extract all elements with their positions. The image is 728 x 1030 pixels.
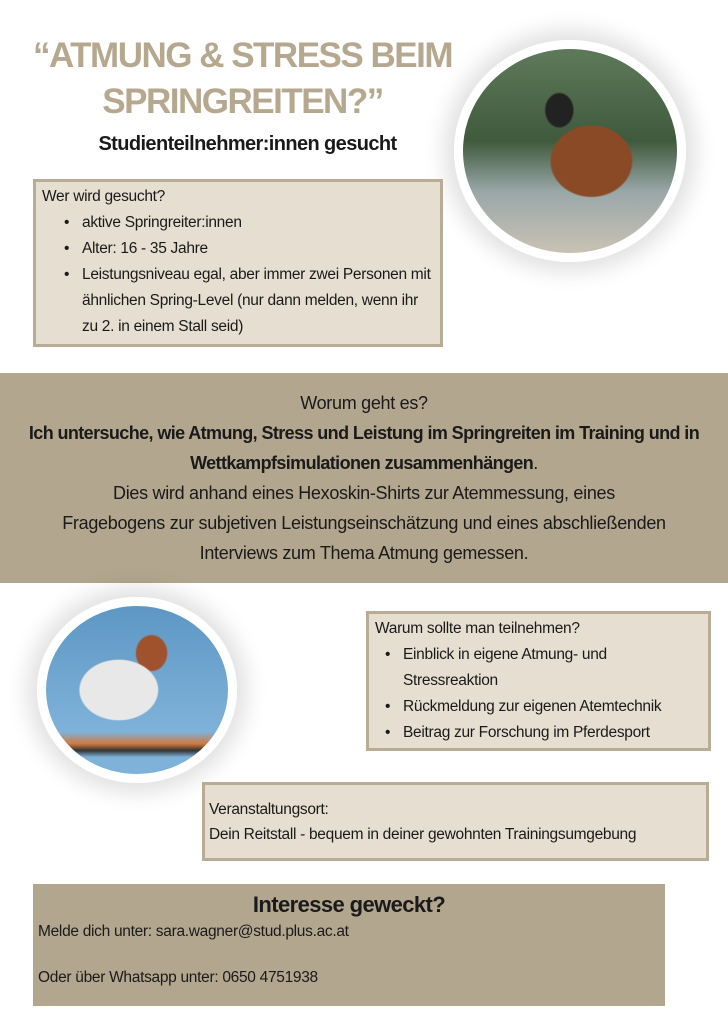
- contact-email[interactable]: Melde dich unter: sara.wagner@stud.plus.ac.at: [38, 923, 349, 940]
- rider-brown-horse-photo: [454, 40, 686, 262]
- about-section: [0, 373, 728, 583]
- why-heading: Warum sollte man teilnehmen?: [375, 620, 580, 637]
- contact-heading: Interesse geweckt?: [252, 892, 446, 917]
- why-item: • Rückmeldung zur eigenen Atemtechnik: [383, 694, 702, 720]
- subtitle: Studienteilnehmer:innen gesucht: [98, 133, 397, 155]
- location-box: [202, 782, 709, 861]
- about-bold-text: Ich untersuche, wie Atmung, Stress und Leistung im Springreiten im Training und in Wettkampfsimulationen zusammenhängen: [28, 423, 700, 473]
- rider-white-horse-photo: [37, 597, 237, 783]
- who-item: • aktive Springreiter:innen: [62, 210, 434, 236]
- title-line-2: SPRINGREITEN?”: [102, 82, 383, 121]
- who-item: • Alter: 16 - 35 Jahre: [62, 236, 434, 262]
- who-heading: Wer wird gesucht?: [42, 188, 165, 205]
- location-text: Dein Reitstall - bequem in deiner gewohnten Trainingsumgebung: [209, 826, 637, 843]
- location-heading: Veranstaltungsort:: [209, 801, 329, 818]
- about-text: Dies wird anhand eines Hexoskin-Shirts zur Atemmessung, eines Fragebogens zur subjetiven Leistungseinschätzung und eines abschließenden Interviews zum Thema Atmung gemessen.: [62, 483, 666, 563]
- contact-section: [33, 884, 665, 1006]
- contact-whatsapp[interactable]: Oder über Whatsapp unter: 0650 4751938: [38, 969, 318, 986]
- about-period: .: [533, 453, 538, 473]
- about-heading: Worum geht es?: [300, 393, 428, 413]
- why-item: • Einblick in eigene Atmung- und Stressreaktion: [383, 642, 702, 694]
- why-item: • Beitrag zur Forschung im Pferdesport: [383, 720, 702, 746]
- who-item: • Leistungsniveau egal, aber immer zwei Personen mit ähnlichen Spring-Level (nur dann melden, wenn ihr zu 2. in einem Stall seid): [62, 262, 434, 340]
- title-line-1: “ATMUNG & STRESS BEIM: [33, 36, 452, 75]
- who-box: [33, 179, 443, 347]
- why-box: [366, 611, 711, 751]
